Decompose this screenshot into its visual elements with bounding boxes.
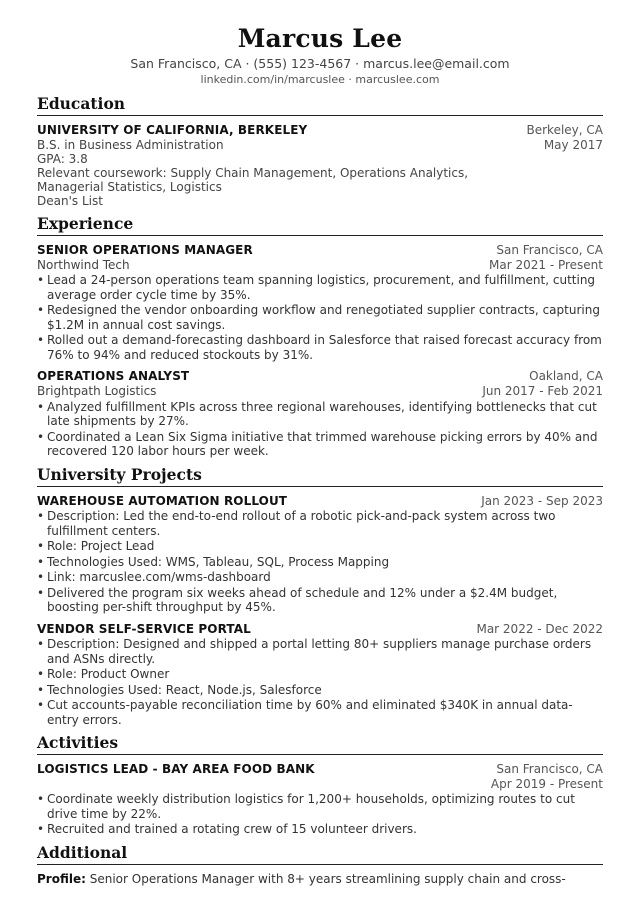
section-title-additional: Additional (37, 843, 603, 865)
section-title-activities: Activities (37, 733, 603, 755)
coursework-line-2: Managerial Statistics, Logistics (37, 180, 222, 195)
project-bullets (37, 637, 603, 727)
coursework-line-1: Relevant coursework: Supply Chain Management, Operations Analytics, (37, 166, 469, 181)
job-role: OPERATIONS ANALYST (37, 369, 190, 384)
gpa: GPA: 3.8 (37, 152, 88, 167)
bullet-item: • Redesigned the vendor onboarding workflow and renegotiated supplier contracts, capturing $1.2M in annual cost savings. (37, 303, 603, 332)
job-dates: Mar 2021 - Present (489, 257, 603, 272)
bullet-item: • Description: Led the end-to-end rollout of a robotic pick-and-pack system across two fulfillment centers. (37, 509, 603, 538)
additional-section (37, 843, 603, 887)
school-location: Berkeley, CA (526, 123, 603, 137)
candidate-name: Marcus Lee (237, 24, 403, 53)
activities-section (37, 733, 603, 837)
bullet-item: • Role: Project Lead (37, 539, 603, 554)
bullet-item: • Coordinate weekly distribution logistics for 1,200+ households, optimizing routes to cut drive time by 22%. (37, 792, 603, 821)
project-entry (37, 622, 603, 728)
honors: Dean's List (37, 194, 103, 209)
bullet-item: • Description: Designed and shipped a portal letting 80+ suppliers manage purchase orders and ASNs directly. (37, 637, 603, 666)
graduation-date: May 2017 (543, 137, 603, 152)
bullet-item: • Analyzed fulfillment KPIs across three regional warehouses, identifying bottlenecks that cut late shipments by 27%. (37, 400, 603, 429)
profile-text: Senior Operations Manager with 8+ years streamlining supply chain and cross- (89, 871, 566, 886)
section-title-education: Education (37, 94, 603, 116)
degree: B.S. in Business Administration (37, 137, 224, 152)
job-role: SENIOR OPERATIONS MANAGER (37, 243, 253, 258)
profile-label: Profile: (37, 871, 86, 886)
bullet-item: • Cut accounts-payable reconciliation time by 60% and eliminated $340K in annual data-entry errors. (37, 698, 603, 727)
job-bullets (37, 273, 603, 362)
project-name: WAREHOUSE AUTOMATION ROLLOUT (37, 493, 288, 508)
profile-line (37, 871, 603, 887)
links-line: linkedin.com/in/marcuslee · marcuslee.com (200, 73, 440, 86)
section-title-projects: University Projects (37, 465, 603, 487)
activity-dates: Apr 2019 - Present (490, 776, 603, 791)
project-entry (37, 494, 603, 615)
project-name: VENDOR SELF-SERVICE PORTAL (37, 621, 251, 636)
activity-location: San Francisco, CA (496, 762, 603, 777)
project-dates: Jan 2023 - Sep 2023 (481, 493, 603, 508)
activity-entry (37, 762, 603, 837)
bullet-item: • Role: Product Owner (37, 667, 603, 682)
education-entry (37, 123, 603, 208)
school-name: UNIVERSITY OF CALIFORNIA, BERKELEY (37, 123, 308, 137)
experience-section (37, 214, 603, 458)
bullet-item: • Coordinated a Lean Six Sigma initiative that trimmed warehouse picking errors by 40% and recovered 120 labor hours per week. (37, 430, 603, 459)
job-dates: Jun 2017 - Feb 2021 (482, 383, 603, 398)
job-company: Northwind Tech (37, 257, 130, 272)
bullet-item: • Lead a 24-person operations team spanning logistics, procurement, and fulfillment, cutting average order cycle time by 35%. (37, 273, 603, 302)
bullet-item: • Link: marcuslee.com/wms-dashboard (37, 570, 603, 585)
activity-bullets (37, 792, 603, 837)
job-entry (37, 369, 603, 458)
activity-role: LOGISTICS LEAD - BAY AREA FOOD BANK (37, 762, 315, 777)
projects-section (37, 465, 603, 728)
bullet-item: • Delivered the program six weeks ahead of schedule and 12% under a $2.4M budget, boosting per-shift throughput by 45%. (37, 586, 603, 615)
bullet-item: • Technologies Used: WMS, Tableau, SQL, Process Mapping (37, 555, 603, 570)
resume-header (37, 22, 603, 87)
job-location: San Francisco, CA (496, 243, 603, 258)
contact-line: San Francisco, CA · (555) 123-4567 · marcus.lee@email.com (130, 56, 510, 71)
project-bullets (37, 509, 603, 615)
job-bullets (37, 400, 603, 459)
bullet-item: • Rolled out a demand-forecasting dashboard in Salesforce that raised forecast accuracy from 76% to 94% and reduced stockouts by 31%. (37, 333, 603, 362)
job-company: Brightpath Logistics (37, 383, 157, 398)
bullet-item: • Recruited and trained a rotating crew of 15 volunteer drivers. (37, 822, 603, 837)
project-dates: Mar 2022 - Dec 2022 (476, 621, 603, 636)
section-title-experience: Experience (37, 214, 603, 236)
resume-page (37, 22, 603, 887)
job-location: Oakland, CA (529, 369, 603, 384)
education-section (37, 94, 603, 208)
job-entry (37, 243, 603, 362)
bullet-item: • Technologies Used: React, Node.js, Salesforce (37, 683, 603, 698)
